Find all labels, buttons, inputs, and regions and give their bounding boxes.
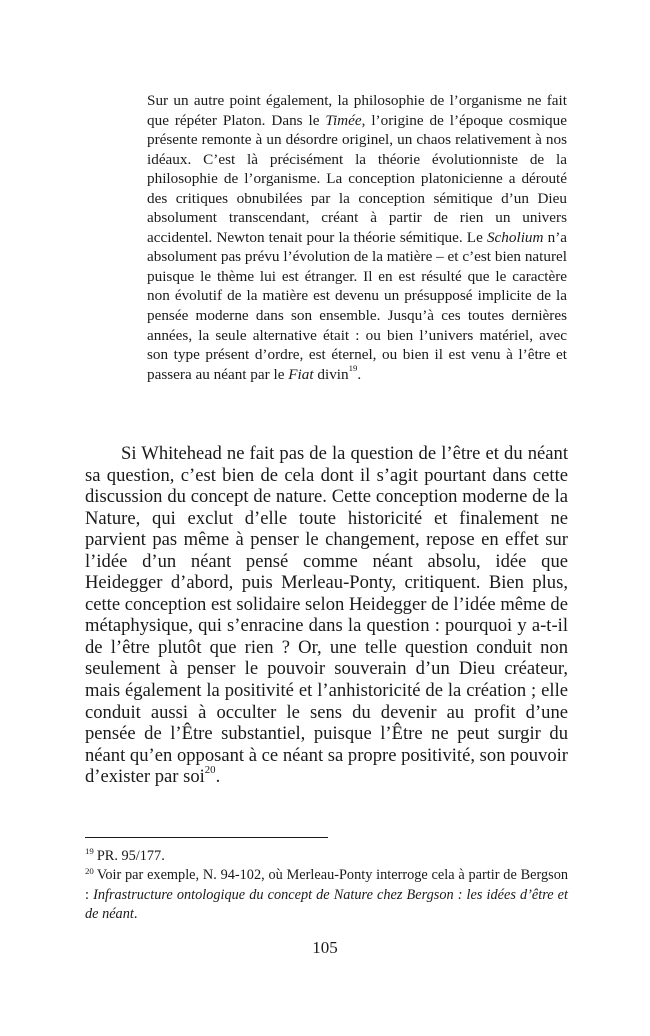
body-paragraph (85, 443, 568, 788)
quote-end: . (357, 365, 362, 383)
footnote-number: 19 (85, 846, 94, 857)
footnote-number: 20 (85, 865, 94, 876)
footnotes (85, 847, 568, 925)
quote-italic-fiat: Fiat (288, 365, 314, 383)
footnote-19 (85, 847, 568, 866)
paragraph-end: . (215, 766, 221, 788)
quote-text-4: divin (313, 365, 349, 383)
footnote-italic-title: Infrastructure ontologique du concept de Nature chez Bergson : les idées d’être et de néant (85, 886, 568, 923)
page-number: 105 (312, 938, 338, 957)
footnote-20 (85, 866, 568, 924)
block-quote (147, 91, 567, 384)
quote-italic-timee: Timée (325, 111, 362, 129)
paragraph-text: Si Whitehead ne fait pas de la question de l’être et du néant sa question, c’est bien de cela dont il s’agit pourtant dans cette discussion du concept de nature. Cette conception moderne de la Nature, qui exclut d’elle toute historicité et finalement ne parvient pas même à penser le changement, repose en effet sur l’idée d’un néant pensé comme néant absolu, idée que Heidegger d’abord, puis Merleau-Ponty, critiquent. Bien plus, cette conception est solidaire selon Heidegger de l’idée même de métaphysique, qui s’enracine dans la question : pourquoi y a-t-il de l’être plutôt que rien ? Or, une telle question conduit non seulement à penser le pouvoir souverain d’un Dieu créateur, mais également la positivité et l’anhistoricité de la création ; elle conduit aussi à occulter le sens du devenir au profit d’une pensée de l’Être substantiel, puisque l’Être ne peut surgir du néant qu’en opposant à ce néant sa propre positivité, son pouvoir d’exister par soi (85, 443, 568, 788)
quote-text-3: n’a absolument pas prévu l’évolution de la matière – et c’est bien naturel puisque le thème lui est étranger. Il en est résulté que le caractère non évolutif de la matière est devenu un présupposé implicite de la pensée moderne dans son ensemble. Jusqu’à ces toutes dernières années, la seule alternative était : ou bien l’univers matériel, avec son type présent d’ordre, est éternel, ou bien il est venu à l’être et passera au néant par le (147, 228, 567, 383)
quote-italic-scholium: Scholium (486, 228, 544, 246)
footnote-separator (85, 837, 328, 838)
quote-text-1: Sur un autre point également, la philosophie de l’organisme ne fait que répéter Platon. Dans le (147, 92, 567, 129)
footnote-ref-19[interactable]: 19 (348, 362, 358, 373)
footnote-text-after: . (133, 906, 138, 923)
footnote-text: PR. 95/177. (96, 848, 165, 864)
quote-text-2: , l’origine de l’époque cosmique présente remonte à un désordre originel, un chaos relativement à nos idéaux. C’est là précisément la théorie évolutionniste de la philosophie de l’organisme. La conception platonicienne a dérouté des critiques obnubilées par la conception sémitique d’un Dieu absolument transcendant, créant à partir de rien un univers accidentel. Newton tenait pour la théorie sémitique. Le (147, 111, 567, 246)
footnote-text-before: Voir par exemple, N. 94-102, où Merleau-Ponty interroge cela à partir de Bergson : (85, 867, 568, 903)
footnote-ref-20[interactable]: 20 (204, 763, 216, 776)
